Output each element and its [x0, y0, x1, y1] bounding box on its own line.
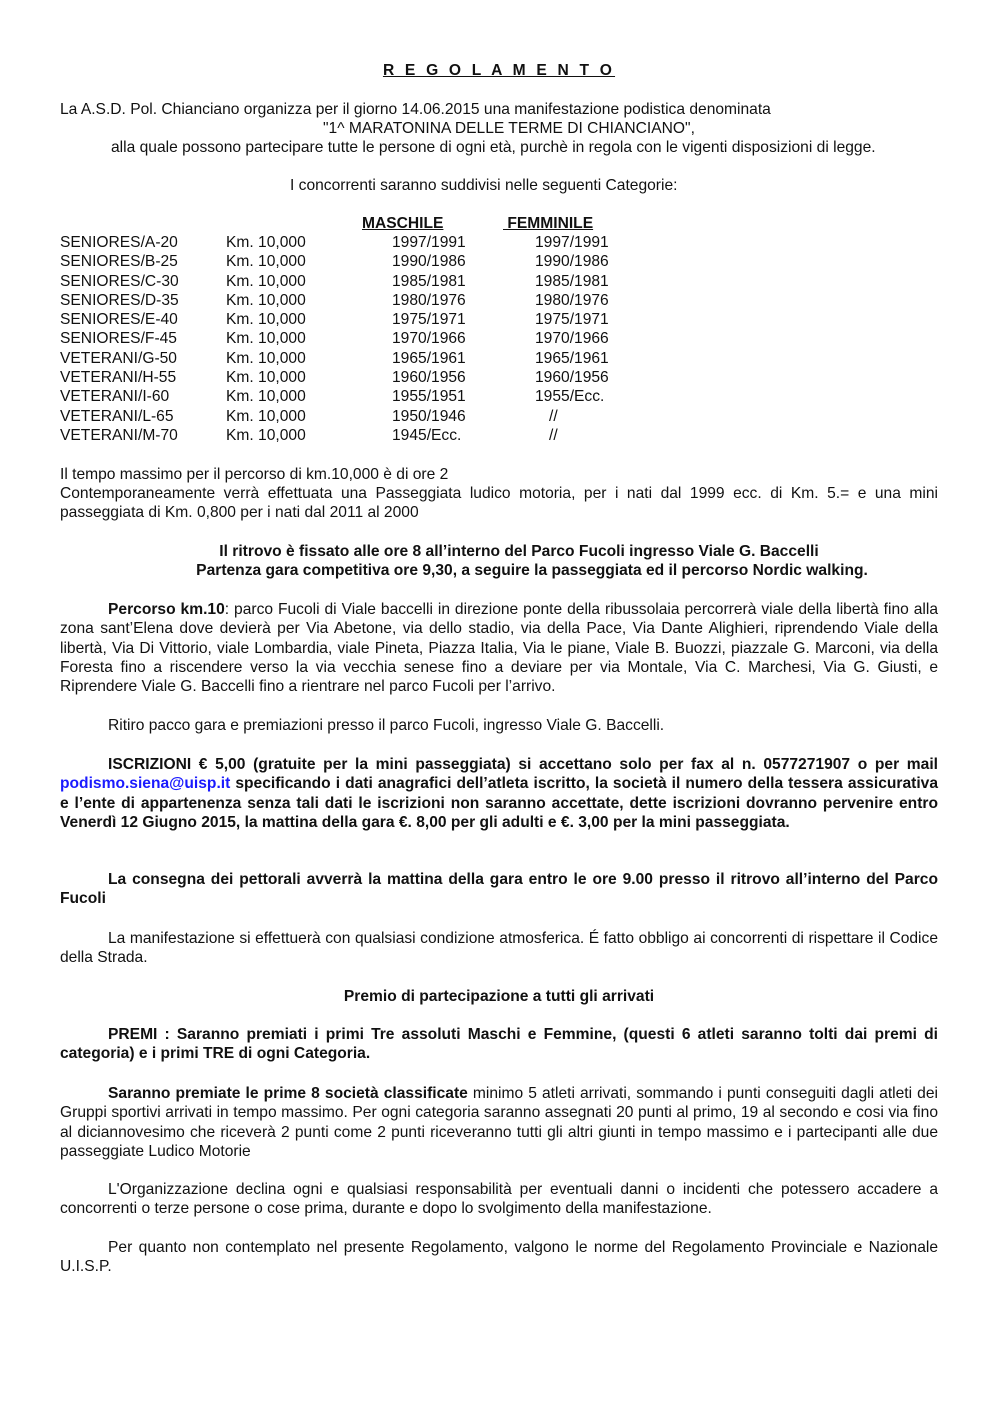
category-row [60, 329, 609, 348]
category-distance: Km. 10,000 [226, 426, 306, 444]
category-name: SENIORES/F-45 [60, 330, 177, 348]
norme-paragraph: Per quanto non contemplato nel presente Regolamento, valgono le norme del Regolamento Provinciale e Nazionale U.I.S.P. [60, 1239, 938, 1276]
category-distance: Km. 10,000 [226, 369, 306, 387]
document-title: R E G O L A M E N T O [382, 62, 616, 79]
percorso-paragraph [60, 600, 938, 696]
category-row [60, 407, 609, 426]
iscrizioni-text-1: ISCRIZIONI € 5,00 (gratuite per la mini passeggiata) si accettano solo per fax al n. 0577271907 o per mail [108, 756, 938, 773]
category-male-years: 1950/1946 [392, 407, 466, 425]
category-female-years: 1975/1971 [535, 311, 609, 329]
iscrizioni-paragraph [60, 755, 938, 832]
category-male-years: 1985/1981 [392, 272, 466, 290]
category-row [60, 349, 609, 368]
category-male-years: 1970/1966 [392, 330, 466, 348]
societa-paragraph [60, 1084, 938, 1161]
category-female-years: 1990/1986 [535, 253, 609, 271]
header-female: FEMMINILE [503, 215, 594, 232]
pettorali-paragraph: La consegna dei pettorali avverrà la mattina della gara entro le ore 9.00 presso il ritrovo all’interno del Parco Fucoli [60, 871, 938, 908]
category-distance: Km. 10,000 [226, 291, 306, 309]
category-male-years: 1980/1976 [392, 291, 466, 309]
ritiro-paragraph: Ritiro pacco gara e premiazioni presso il parco Fucoli, ingresso Viale G. Baccelli. [108, 717, 665, 734]
percorso-label: Percorso km.10 [108, 601, 225, 618]
partenza-line: Partenza gara competitiva ore 9,30, a seguire la passeggiata ed il percorso Nordic walking. [196, 562, 868, 579]
premi-paragraph: PREMI : Saranno premiati i primi Tre assoluti Maschi e Femmine, (questi 6 atleti saranno tolti dai premi di categoria) e i primi TRE di ogni Categoria. [60, 1026, 938, 1063]
category-name: SENIORES/D-35 [60, 291, 179, 309]
category-male-years: 1955/1951 [392, 388, 466, 406]
category-name: VETERANI/G-50 [60, 349, 177, 367]
responsabilita-paragraph: L'Organizzazione declina ogni e qualsiasi responsabilità per eventuali danni o incidenti che potessero accadere a concorrenti o terze persone o cose prima, durante e dopo lo svolgimento della manifestazione. [60, 1181, 938, 1218]
category-distance: Km. 10,000 [226, 234, 306, 251]
ritrovo-line: Il ritrovo è fissato alle ore 8 all’interno del Parco Fucoli ingresso Viale G. Baccelli [219, 543, 819, 560]
societa-bold: Saranno premiate le prime 8 società classificate [108, 1085, 468, 1102]
category-female-years: 1965/1961 [535, 349, 609, 367]
condizione-paragraph: La manifestazione si effettuerà con qualsiasi condizione atmosferica. É fatto obbligo ai concorrenti di rispettare il Codice della Strada. [60, 930, 938, 967]
category-distance: Km. 10,000 [226, 330, 306, 348]
category-name: SENIORES/E-40 [60, 311, 178, 329]
category-male-years: 1945/Ecc. [392, 426, 462, 444]
category-name: VETERANI/I-60 [60, 388, 170, 406]
category-name: SENIORES/B-25 [60, 253, 178, 271]
header-male: MASCHILE [362, 215, 444, 232]
category-row [60, 291, 609, 310]
event-name: "1^ MARATONINA DELLE TERME DI CHIANCIANO", [323, 120, 695, 137]
societa-text: minimo 5 atleti arrivati, sommando i punti conseguiti dagli atleti dei Gruppi sportivi arrivati in tempo massimo. Per ogni categoria saranno assegnati 20 punti al primo, 19 al secondo e cosi via fino al diciannovesimo che riceverà 2 punti come 2 punti riceveranno tutti gli altri giunti in tempo massimo e i partecipanti alle due passeggiate Ludico Motorie [60, 1085, 938, 1160]
iscrizioni-text-2: specificando i dati anagrafici dell’atleta iscritto, la società il numero della tessera assicurativa e l’ente di appartenenza senza tali dati le iscrizioni non saranno accettate, dette iscrizioni dovranno pervenire entro Venerdì 12 Giugno 2015, la mattina della gara €. 8,00 per gli adulti e €. 3,00 per la mini passeggiata. [60, 775, 938, 831]
category-female-years: 1985/1981 [535, 272, 609, 290]
category-female-years: // [549, 407, 558, 425]
categories-table [60, 233, 609, 445]
category-distance: Km. 10,000 [226, 272, 306, 290]
category-male-years: 1960/1956 [392, 369, 466, 387]
passeggiata-info: Contemporaneamente verrà effettuata una Passeggiata ludico motoria, per i nati dal 1999 ecc. di Km. 5.= e una mini passeggiata di Km. 0,800 per i nati dal 2011 al 2000 [60, 485, 938, 522]
tempo-massimo: Il tempo massimo per il percorso di km.10,000 è di ore 2 [60, 466, 449, 483]
category-female-years: 1970/1966 [535, 330, 609, 348]
category-female-years: // [549, 426, 558, 444]
category-name: VETERANI/M-70 [60, 426, 178, 444]
category-name: VETERANI/L-65 [60, 407, 174, 425]
intro-line-1: La A.S.D. Pol. Chianciano organizza per il giorno 14.06.2015 una manifestazione podistica denominata [60, 101, 771, 118]
category-male-years: 1997/1991 [392, 234, 466, 251]
percorso-text: : parco Fucoli di Viale baccelli in direzione ponte della ribussolaia percorrerà viale della libertà fino alla zona sant’Elena dove devierà per Via Abetone, via dello stadio, via della Pace, Via Dante Alighieri, riprendendo Viale della libertà, Via Di Vittorio, viale Lombardia, viale Pineta, Piazza Italia, Via le piane, Viale B. Buozzi, piazzale G. Marconi, via della Foresta fino a riscendere verso la via vecchia senese fino a deviare per via Montale, Via C. Marchesi, Via G. Giusti, e Riprendere Viale G. Baccelli fino a rientrare nel parco Fucoli per l’arrivo. [60, 601, 938, 696]
category-row [60, 387, 609, 406]
categories-intro: I concorrenti saranno suddivisi nelle seguenti Categorie: [290, 177, 678, 194]
category-name: SENIORES/C-30 [60, 272, 179, 290]
category-distance: Km. 10,000 [226, 253, 306, 271]
category-female-years: 1960/1956 [535, 369, 609, 387]
category-male-years: 1990/1986 [392, 253, 466, 271]
category-distance: Km. 10,000 [226, 311, 306, 329]
category-female-years: 1997/1991 [535, 234, 609, 251]
category-row [60, 233, 609, 252]
category-male-years: 1975/1971 [392, 311, 466, 329]
category-name: VETERANI/H-55 [60, 369, 177, 387]
category-female-years: 1980/1976 [535, 291, 609, 309]
email-link[interactable]: podismo.siena@uisp.it [60, 775, 231, 793]
intro-line-3: alla quale possono partecipare tutte le persone di ogni età, purchè in regola con le vigenti disposizioni di legge. [111, 139, 876, 156]
category-distance: Km. 10,000 [226, 407, 306, 425]
premio-partecipazione: Premio di partecipazione a tutti gli arrivati [343, 988, 655, 1005]
category-row [60, 252, 609, 271]
category-male-years: 1965/1961 [392, 349, 466, 367]
category-row [60, 310, 609, 329]
category-distance: Km. 10,000 [226, 349, 306, 367]
category-row [60, 426, 609, 445]
category-distance: Km. 10,000 [226, 388, 306, 406]
category-name: SENIORES/A-20 [60, 234, 178, 251]
category-row [60, 272, 609, 291]
category-row [60, 368, 609, 387]
category-female-years: 1955/Ecc. [535, 388, 605, 406]
